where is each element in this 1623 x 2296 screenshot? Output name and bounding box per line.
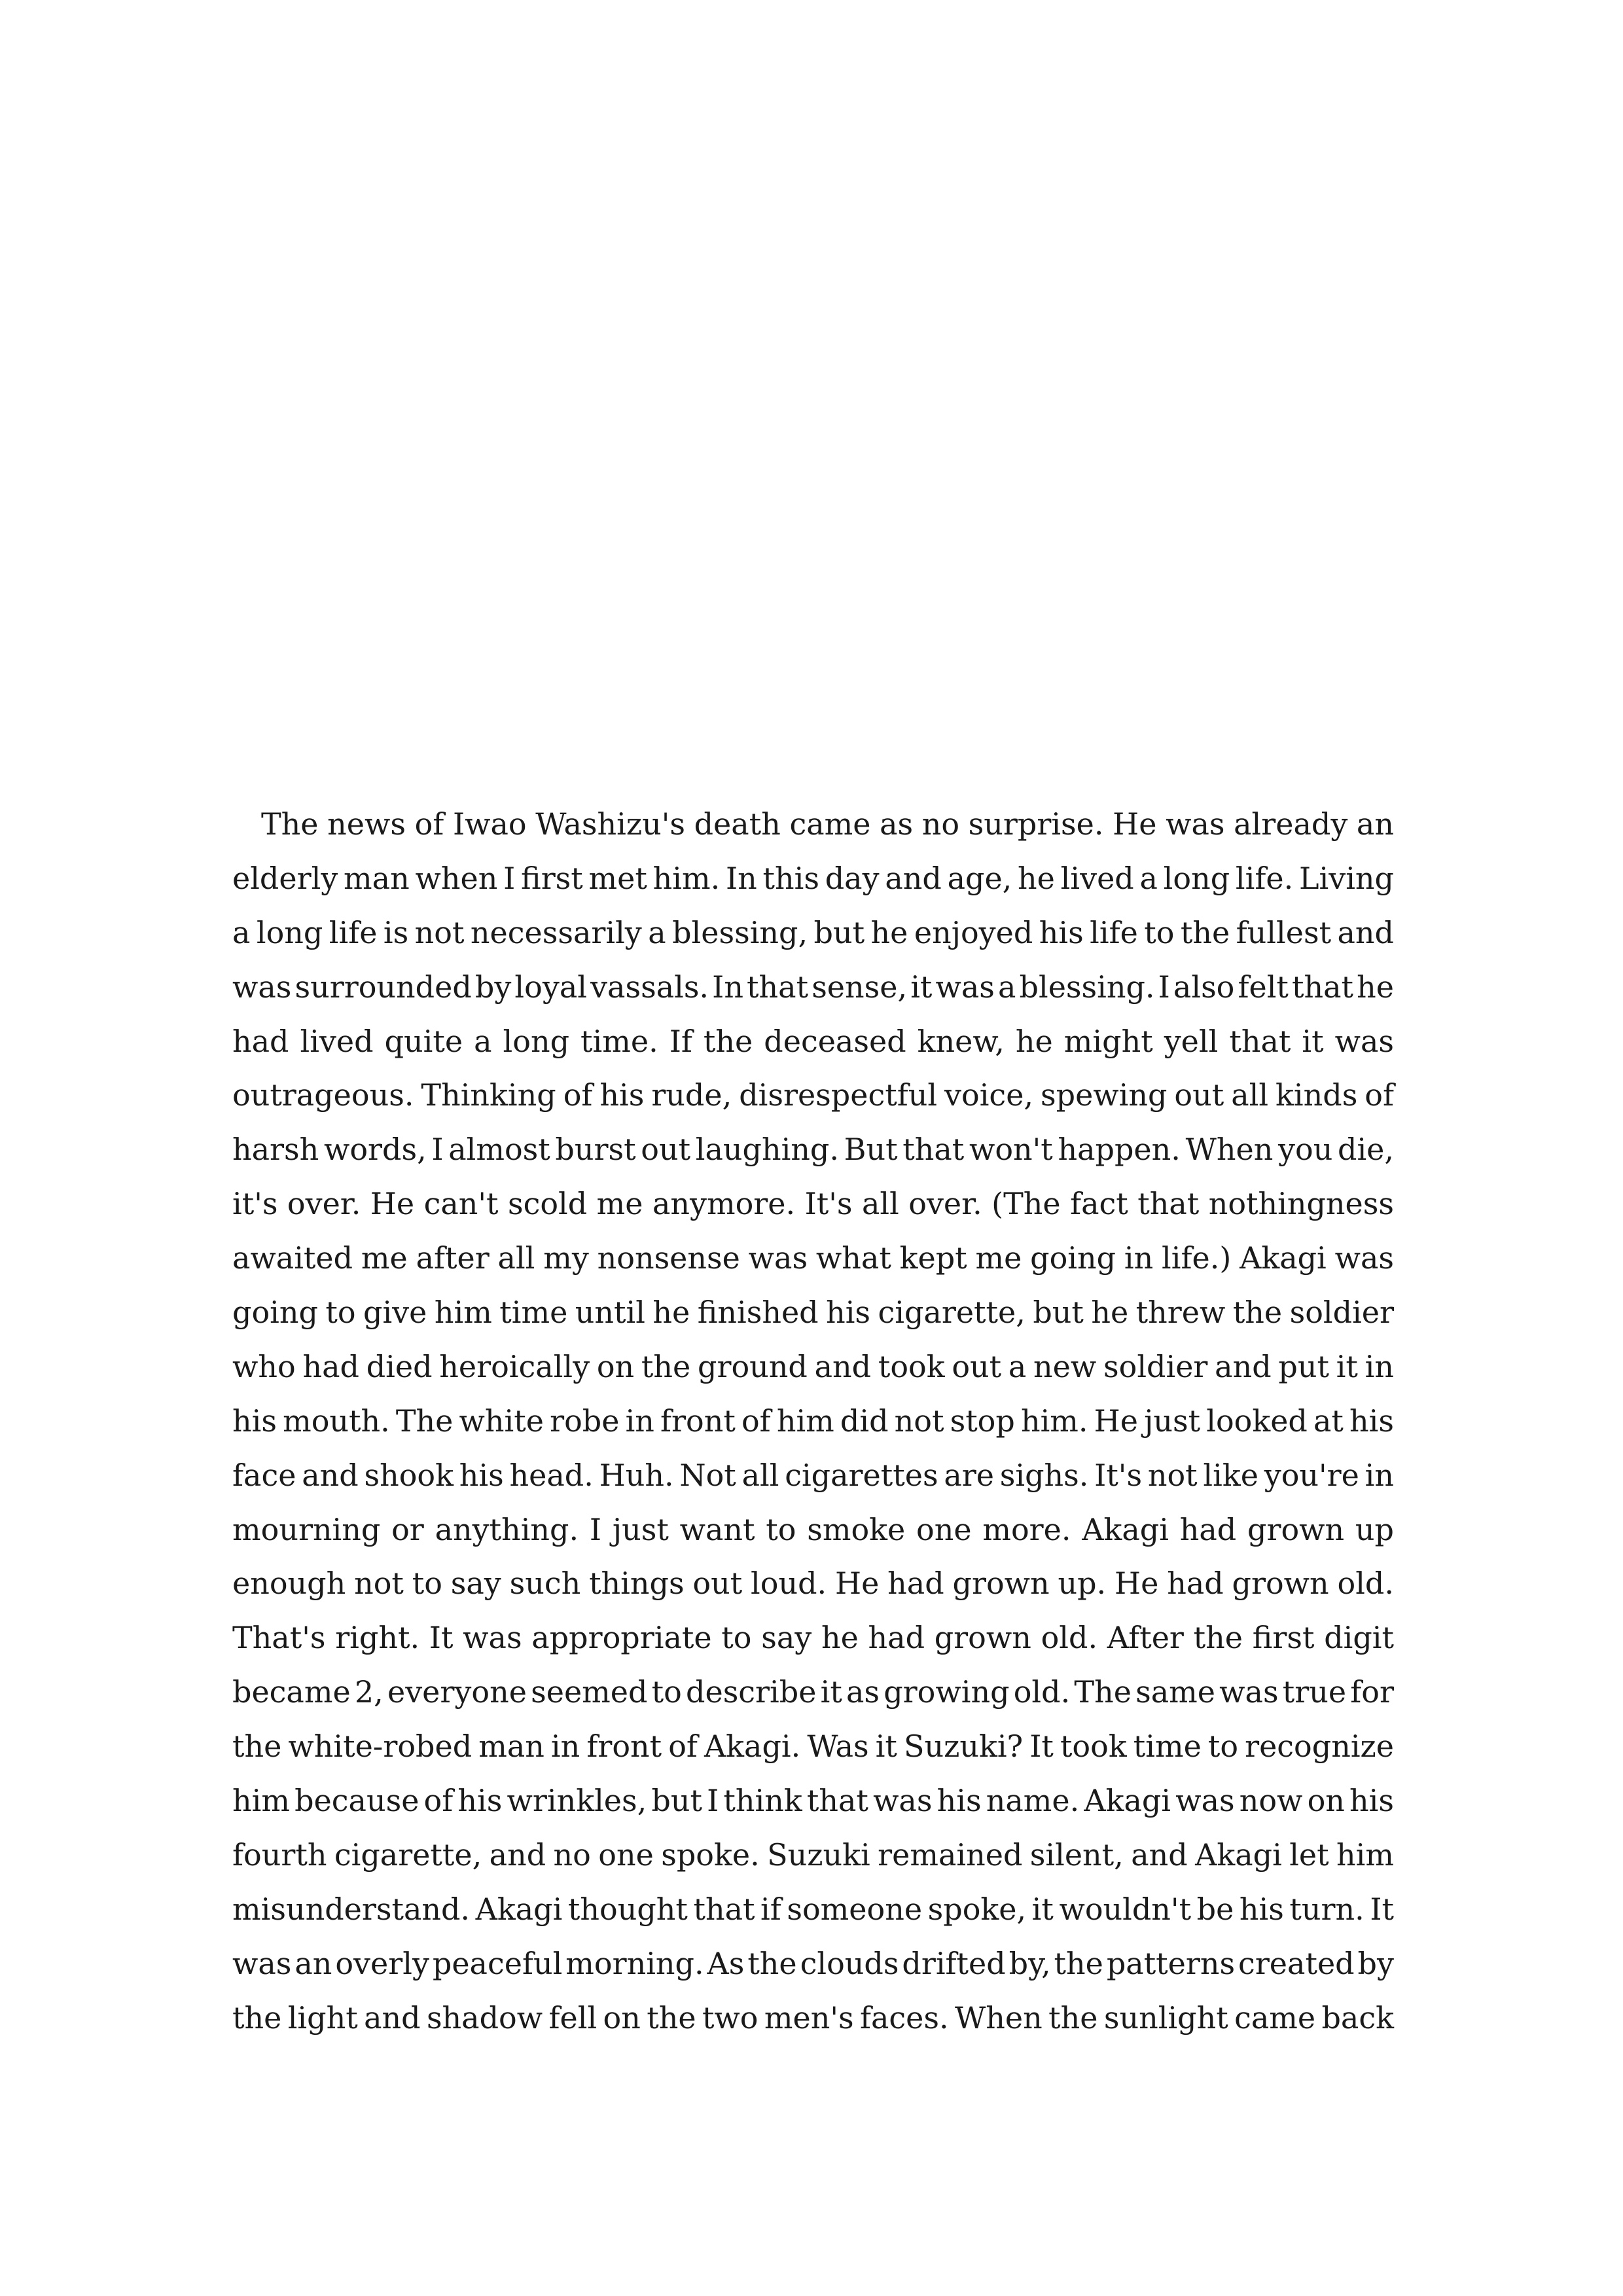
text-line: enough not to say such things out loud. He had grown up. He had grown old. [232, 1566, 1394, 1602]
text-line: fourth cigarette, and no one spoke. Suzuki remained silent, and Akagi let him [232, 1837, 1394, 1873]
text-line: was an overly peaceful morning. As the clouds drifted by, the patterns created by [232, 1945, 1394, 1981]
text-line: harsh words, I almost burst out laughing. But that won't happen. When you die, [232, 1132, 1394, 1168]
text-line: awaited me after all my nonsense was what kept me going in life.) Akagi was [232, 1240, 1394, 1276]
text-line: him because of his wrinkles, but I think that was his name. Akagi was now on his [232, 1783, 1394, 1819]
text-line: the light and shadow fell on the two men's faces. When the sunlight came back [232, 2000, 1394, 2036]
text-line: had lived quite a long time. If the deceased knew, he might yell that it was [232, 1023, 1394, 1059]
text-line: mourning or anything. I just want to smoke one more. Akagi had grown up [232, 1511, 1394, 1547]
text-line: it's over. He can't scold me anymore. It's all over. (The fact that nothingness [232, 1186, 1394, 1222]
text-line: who had died heroically on the ground and took out a new soldier and put it in [232, 1348, 1394, 1384]
text-line: going to give him time until he finished his cigarette, but he threw the soldier [232, 1295, 1394, 1331]
text-line: the white-robed man in front of Akagi. Was it Suzuki? It took time to recognize [232, 1729, 1394, 1765]
text-line: elderly man when I first met him. In this day and age, he lived a long life. Living [232, 860, 1394, 896]
body-paragraph [232, 797, 1394, 2045]
text-line: his mouth. The white robe in front of him did not stop him. He just looked at his [232, 1403, 1394, 1439]
text-line: a long life is not necessarily a blessing, but he enjoyed his life to the fullest and [232, 914, 1394, 950]
text-line: misunderstand. Akagi thought that if someone spoke, it wouldn't be his turn. It [232, 1891, 1394, 1927]
text-line: was surrounded by loyal vassals. In that sense, it was a blessing. I also felt that he [232, 969, 1394, 1005]
text-line: That's right. It was appropriate to say he had grown old. After the first digit [232, 1620, 1394, 1656]
text-line: outrageous. Thinking of his rude, disrespectful voice, spewing out all kinds of [232, 1077, 1394, 1113]
text-line: face and shook his head. Huh. Not all cigarettes are sighs. It's not like you're in [232, 1457, 1394, 1493]
text-line: became 2, everyone seemed to describe it as growing old. The same was true for [232, 1674, 1394, 1710]
text-line: The news of Iwao Washizu's death came as no surprise. He was already an [261, 806, 1394, 842]
